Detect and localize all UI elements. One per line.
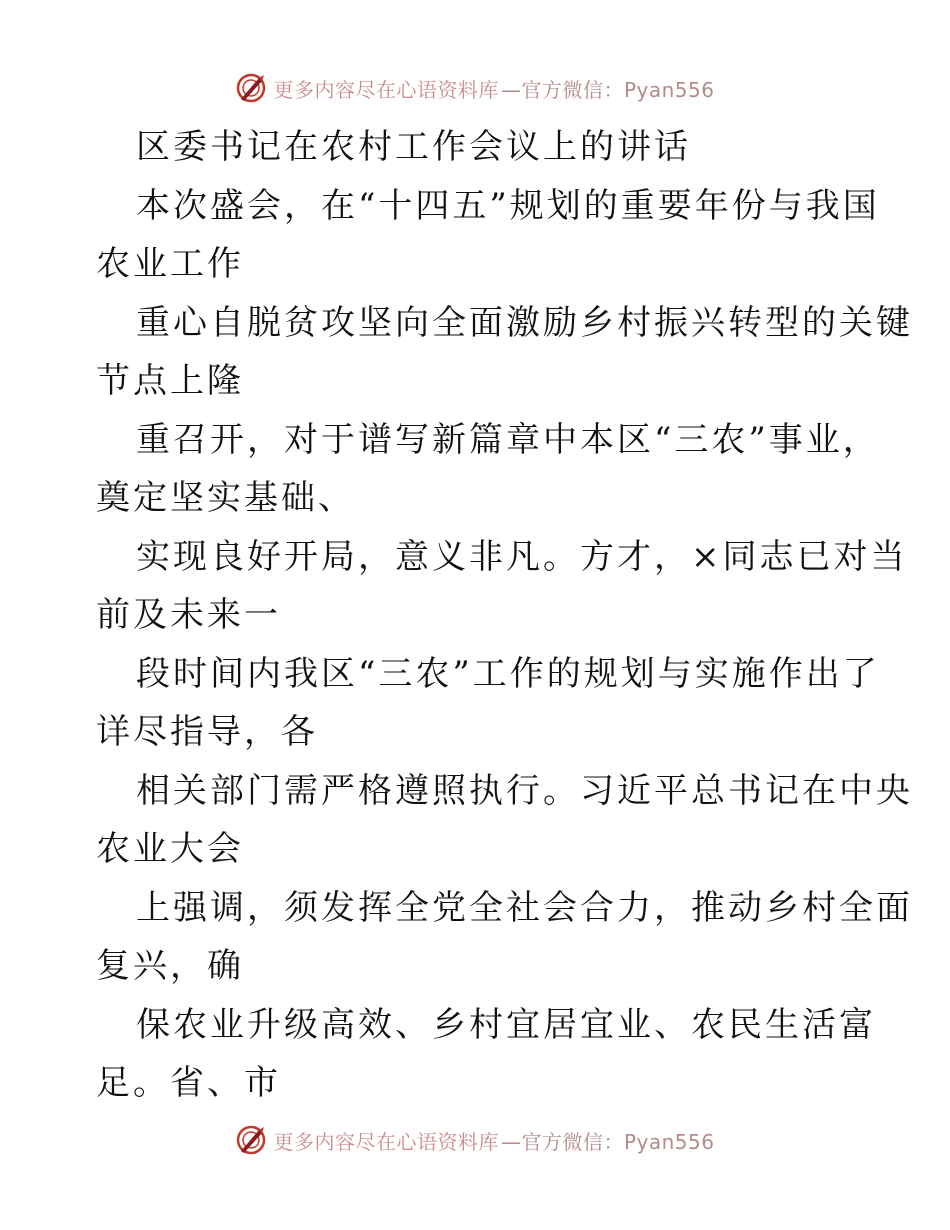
header-banner-lead: 更多内容尽在心语资料库 xyxy=(273,77,499,102)
document-title: 区委书记在农村工作会议上的讲话 xyxy=(136,127,691,167)
quill-pen-icon xyxy=(235,1124,267,1156)
footer-watermark-banner xyxy=(0,1120,950,1160)
footer-banner-lead: 更多内容尽在心语资料库 xyxy=(273,1129,499,1154)
paragraph-line: 重召开，对于谱写新篇章中本区“三农”事业， xyxy=(136,419,880,460)
paragraph-line: 详尽指导，各 xyxy=(96,712,318,752)
paragraph-line: 节点上隆 xyxy=(96,361,244,401)
paragraph-line: 段时间内我区“三农”工作的规划与实施作出了 xyxy=(136,653,880,694)
paragraph-line: 复兴，确 xyxy=(96,946,244,986)
footer-banner-wechat: —官方微信：Pyan556 xyxy=(500,1129,715,1154)
quill-pen-icon xyxy=(235,72,267,104)
document-body xyxy=(96,118,913,1113)
paragraph-line: 前及未来一 xyxy=(96,595,281,635)
paragraph-line: 上强调，须发挥全党全社会合力，推动乡村全面 xyxy=(136,887,913,928)
paragraph-line: 保农业升级高效、乡村宜居宜业、农民生活富 xyxy=(136,1004,876,1045)
paragraph-line: 本次盛会，在“十四五”规划的重要年份与我国 xyxy=(136,185,880,226)
header-banner-wechat: —官方微信：Pyan556 xyxy=(500,77,715,102)
paragraph-line: 农业工作 xyxy=(96,244,244,284)
header-watermark-banner xyxy=(0,68,950,108)
paragraph-line: 相关部门需严格遵照执行。习近平总书记在中央 xyxy=(136,770,913,811)
paragraph-line: 足。省、市 xyxy=(96,1063,281,1103)
paragraph-line: 奠定坚实基础、 xyxy=(96,478,355,518)
paragraph-line: 实现良好开局，意义非凡。方才，×同志已对当 xyxy=(136,536,908,577)
paragraph-line: 农业大会 xyxy=(96,829,244,869)
paragraph-line: 重心自脱贫攻坚向全面激励乡村振兴转型的关键 xyxy=(136,302,913,343)
